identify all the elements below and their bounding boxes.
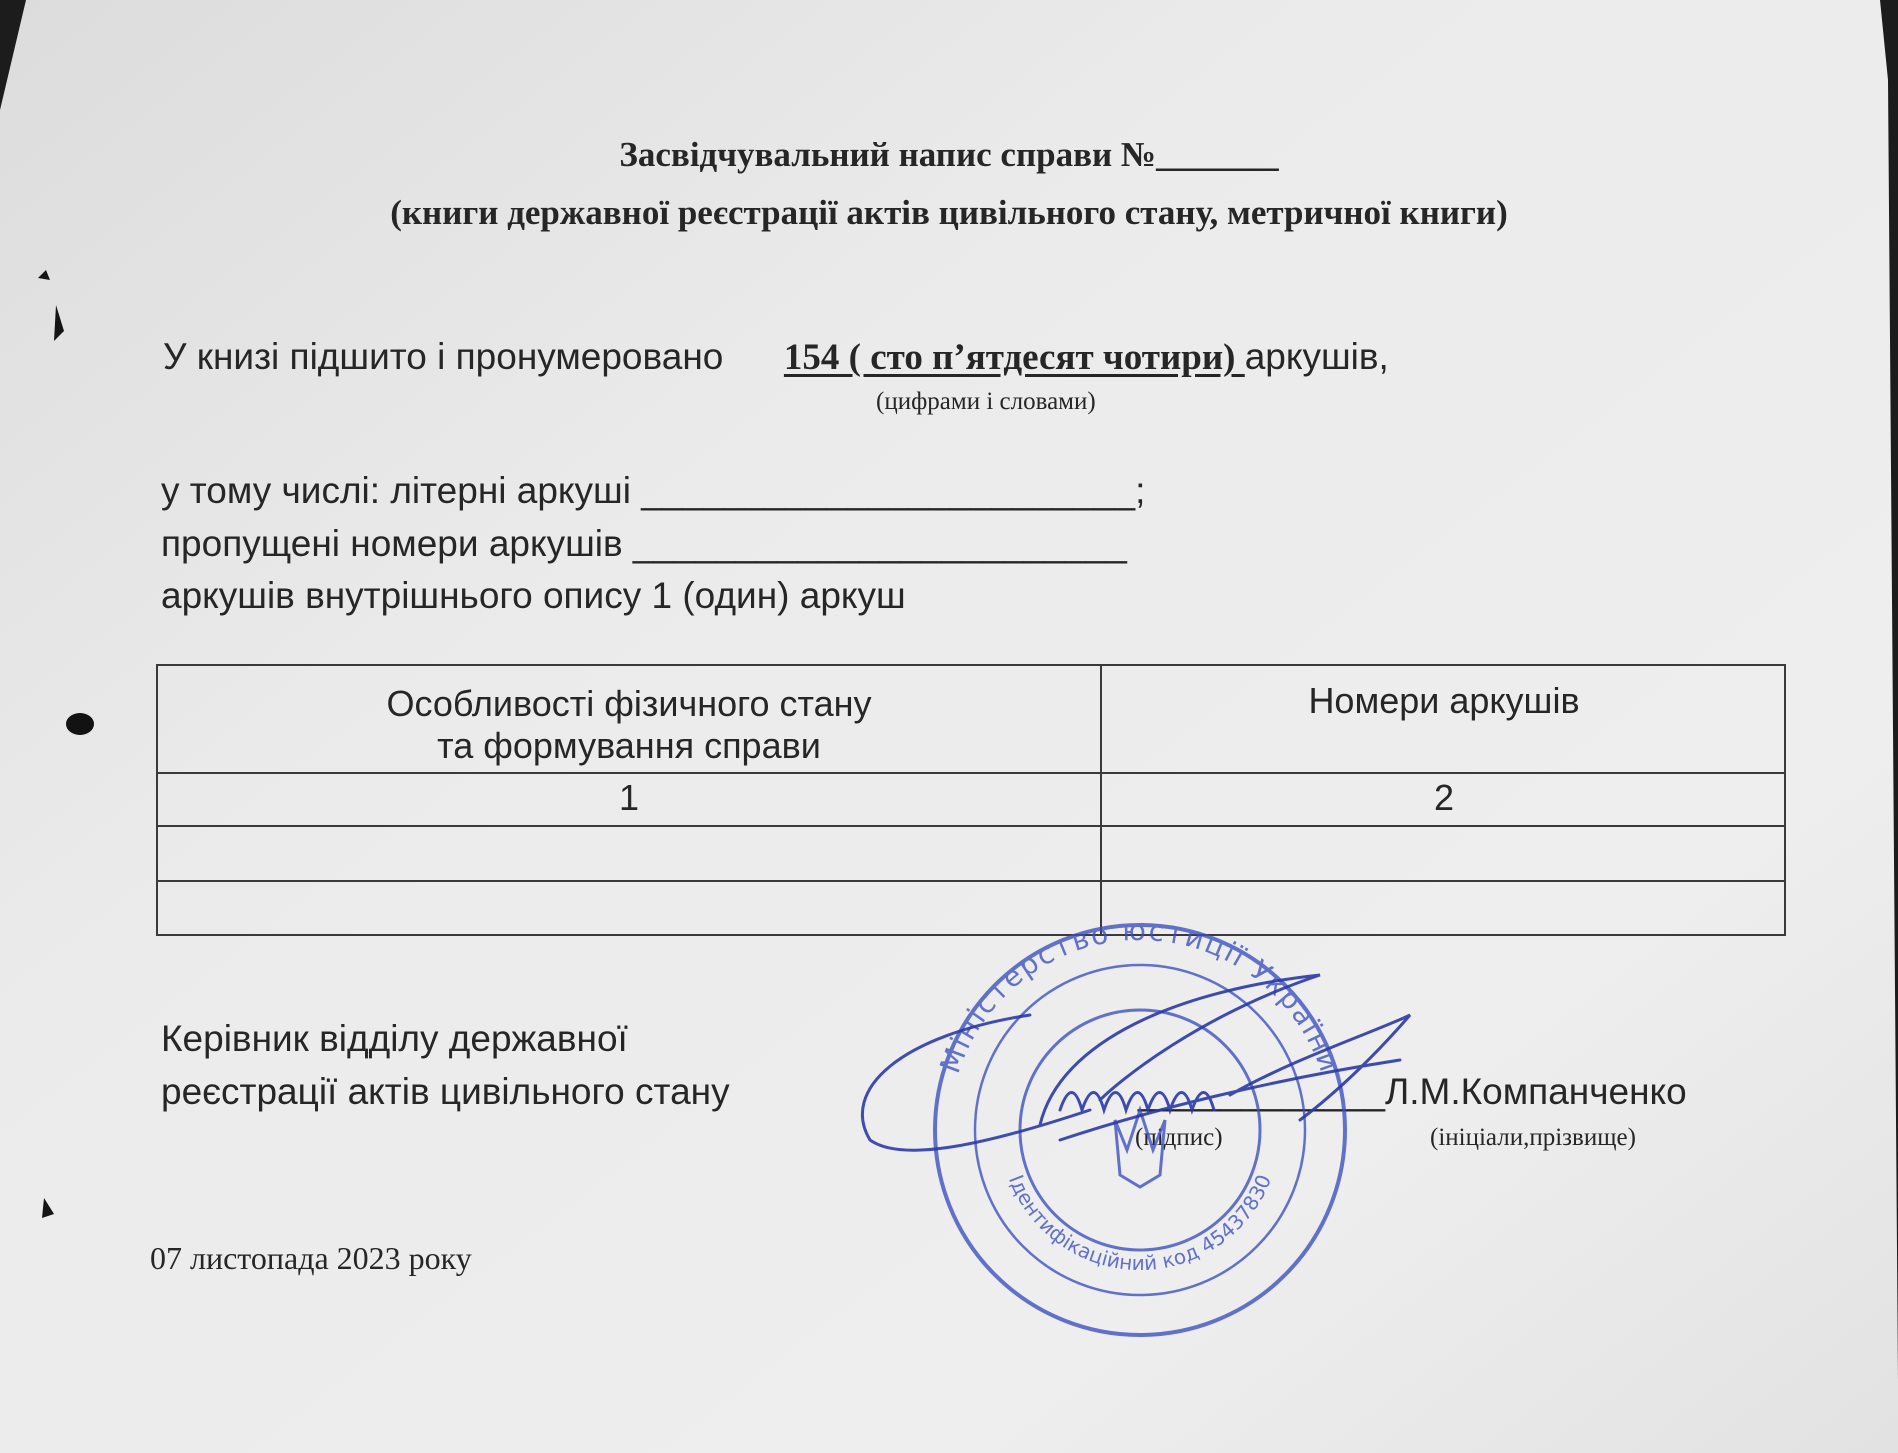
position-title-line1: Керівник відділу державної bbox=[161, 1018, 628, 1059]
document-title: Засвідчувальний напис справи №_______ bbox=[619, 135, 1279, 174]
position-title-line2: реєстрації актів цивільного стану bbox=[161, 1071, 730, 1112]
header-condition-line2: та формування справи bbox=[437, 725, 821, 766]
letter-sheets-blank: ________________________; bbox=[641, 470, 1146, 511]
letter-sheets-line bbox=[161, 470, 1145, 512]
header-condition-line1: Особливості фізичного стану bbox=[386, 683, 872, 724]
missing-numbers-label: пропущені номери аркушів bbox=[161, 523, 623, 564]
signature-hint: (підпис) bbox=[1135, 1124, 1223, 1151]
sheets-suffix: аркушів, bbox=[1244, 336, 1389, 377]
table-empty-cell bbox=[1102, 881, 1786, 934]
document-subtitle: (книги державної реєстрації актів цивільного стану, метричної книги) bbox=[390, 193, 1508, 232]
table-empty-cell bbox=[158, 881, 1100, 934]
table-header-sheet-numbers: Номери аркушів bbox=[1308, 680, 1580, 721]
missing-numbers-line bbox=[161, 523, 1127, 565]
hole-mark-3 bbox=[66, 713, 94, 735]
table-header-rule bbox=[158, 772, 1784, 774]
sheets-count: 154 ( сто п’ятдесят чотири) bbox=[783, 337, 1245, 378]
inner-inventory-line: аркушів внутрішнього опису 1 (один) аркуш bbox=[161, 575, 906, 616]
table-column-number-1: 1 bbox=[618, 777, 640, 818]
table-empty-cell bbox=[158, 826, 1100, 879]
table-header-condition bbox=[158, 683, 1100, 767]
condition-table bbox=[156, 664, 1786, 936]
document-date: 07 листопада 2023 року bbox=[150, 1240, 472, 1276]
table-column-number-2: 2 bbox=[1433, 777, 1455, 818]
sheets-sentence bbox=[163, 336, 1389, 379]
signature-blank: ____________ bbox=[1138, 1071, 1385, 1112]
official-name: Л.М.Компанченко bbox=[1384, 1071, 1687, 1112]
table-empty-cell bbox=[1102, 826, 1786, 879]
name-line bbox=[1138, 1071, 1687, 1113]
sheets-prefix: У книзі підшито і пронумеровано bbox=[163, 336, 724, 377]
missing-numbers-blank: ________________________ bbox=[632, 523, 1127, 564]
name-hint: (ініціали,прізвище) bbox=[1430, 1124, 1636, 1151]
sheets-hint: (цифрами і словами) bbox=[876, 388, 1096, 415]
stamp-outer-text: Міністерство юстиції України bbox=[933, 913, 1347, 1078]
stamp-inner-text: Ідентифікаційний код 45437830 bbox=[1003, 1171, 1277, 1276]
letter-sheets-label: у тому числі: літерні аркуші bbox=[161, 470, 631, 511]
